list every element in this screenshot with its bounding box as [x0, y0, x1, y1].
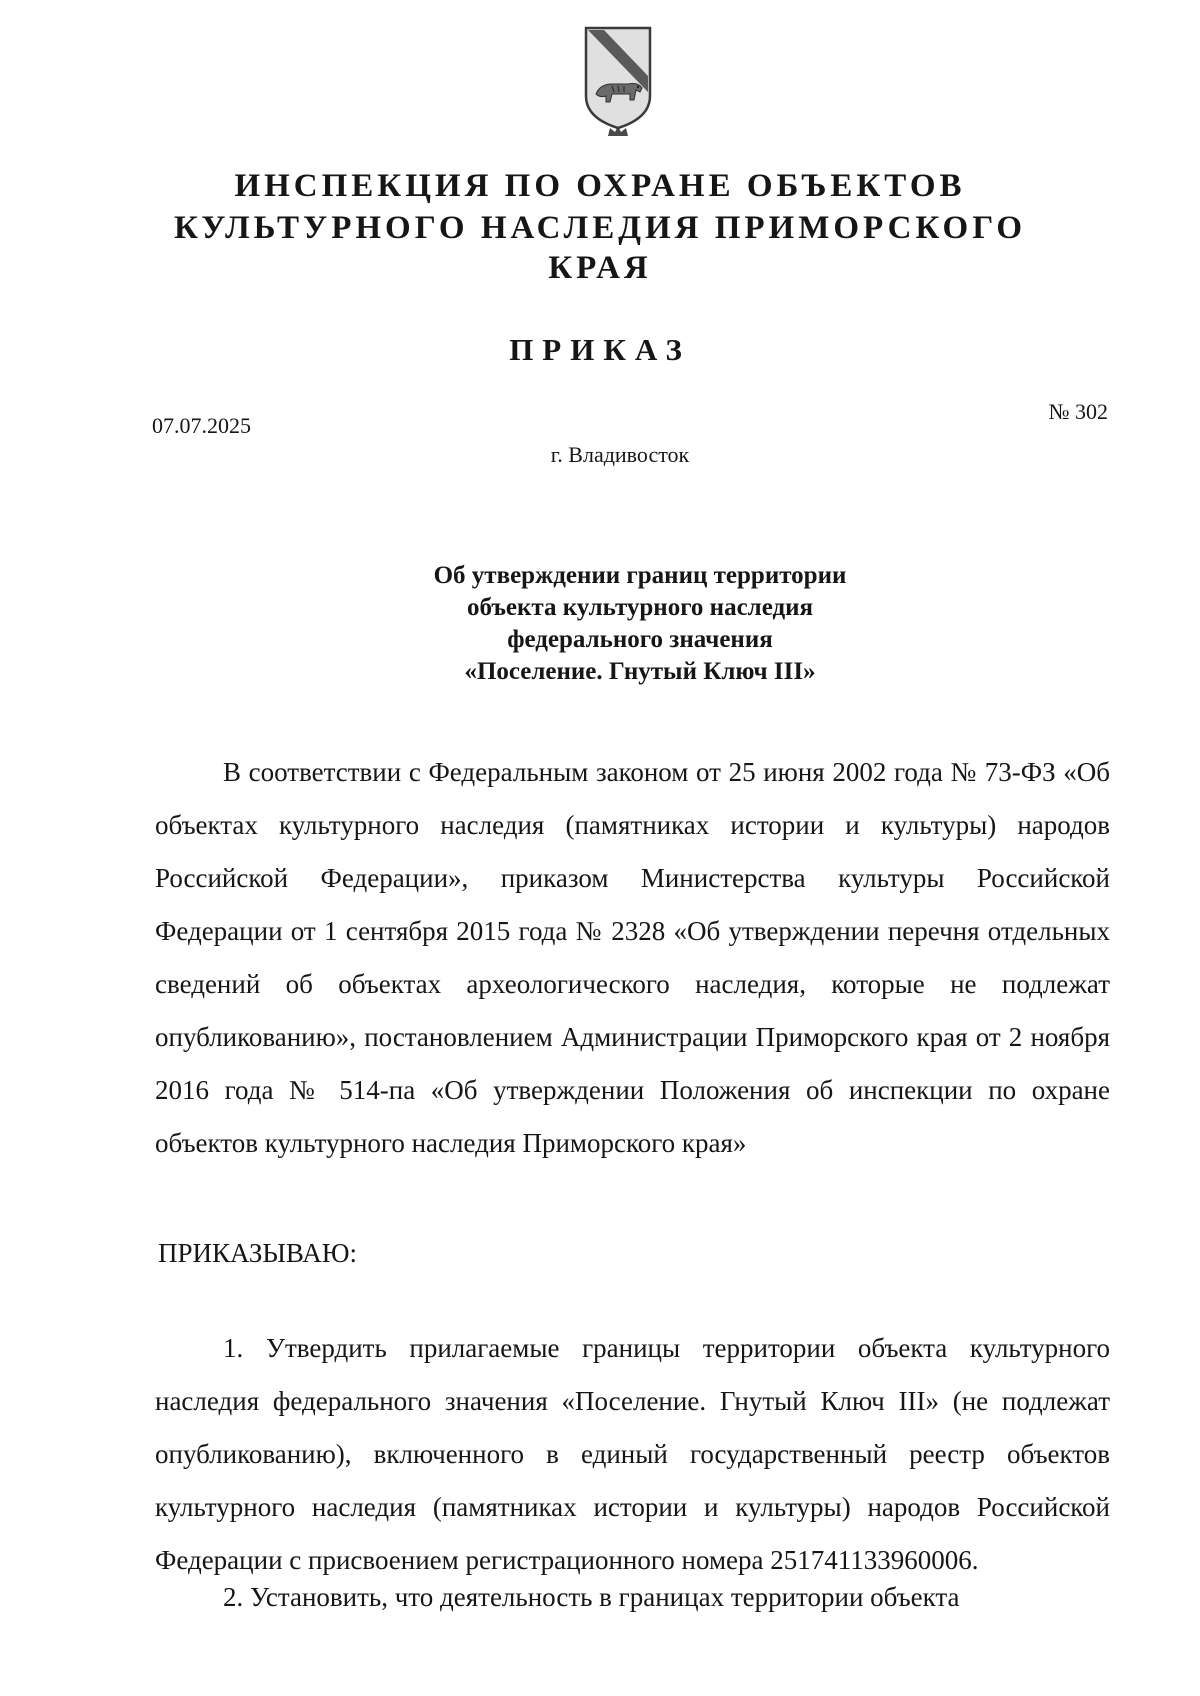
agency-name-line1: ИНСПЕКЦИЯ ПО ОХРАНЕ ОБЪЕКТОВ	[234, 168, 966, 204]
document-type: ПРИКАЗ	[509, 332, 691, 367]
agency-name-line2: КУЛЬТУРНОГО НАСЛЕДИЯ ПРИМОРСКОГО КРАЯ	[173, 210, 1027, 286]
subject-line: объекта культурного наследия	[466, 594, 814, 621]
preamble-paragraph: В соответствии с Федеральным законом от 25 июня 2002 года № 73-ФЗ «Об объектах культурного наследия (памятниках истории и культуры) народов Российской Федерации», приказом Министерства культуры Российской Федерации от 1 сентября 2015 года № 2328 «Об утверждении перечня отдельных сведений об объектах археологического наследия, которые не подлежат опубликованию», постановлением Администрации Приморского края от 2 ноября 2016 года № 514-па «Об утверждении Положения об инспекции по охране объектов культурного наследия Приморского края»	[155, 757, 1110, 1158]
subject-line: «Поселение. Гнутый Ключ III»	[464, 658, 816, 685]
subject-line: федерального значения	[507, 626, 773, 653]
order-subject	[330, 560, 950, 688]
coat-of-arms-icon	[582, 24, 654, 142]
order-number: № 302	[1048, 399, 1108, 424]
subject-line: Об утверждении границ территории	[433, 562, 847, 589]
order-directive: ПРИКАЗЫВАЮ:	[158, 1238, 357, 1268]
order-city: г. Владивосток	[550, 442, 690, 467]
order-item-2: 2. Установить, что деятельность в границах территории объекта	[223, 1582, 960, 1612]
order-date: 07.07.2025	[152, 413, 251, 438]
order-item-1: 1. Утвердить прилагаемые границы территории объекта культурного наследия федерального значения «Поселение. Гнутый Ключ III» (не подлежат опубликованию), включенного в единый государственный реестр объектов культурного наследия (памятниках истории и культуры) народов Российской Федерации с присвоением регистрационного номера 251741133960006.	[155, 1333, 1110, 1575]
